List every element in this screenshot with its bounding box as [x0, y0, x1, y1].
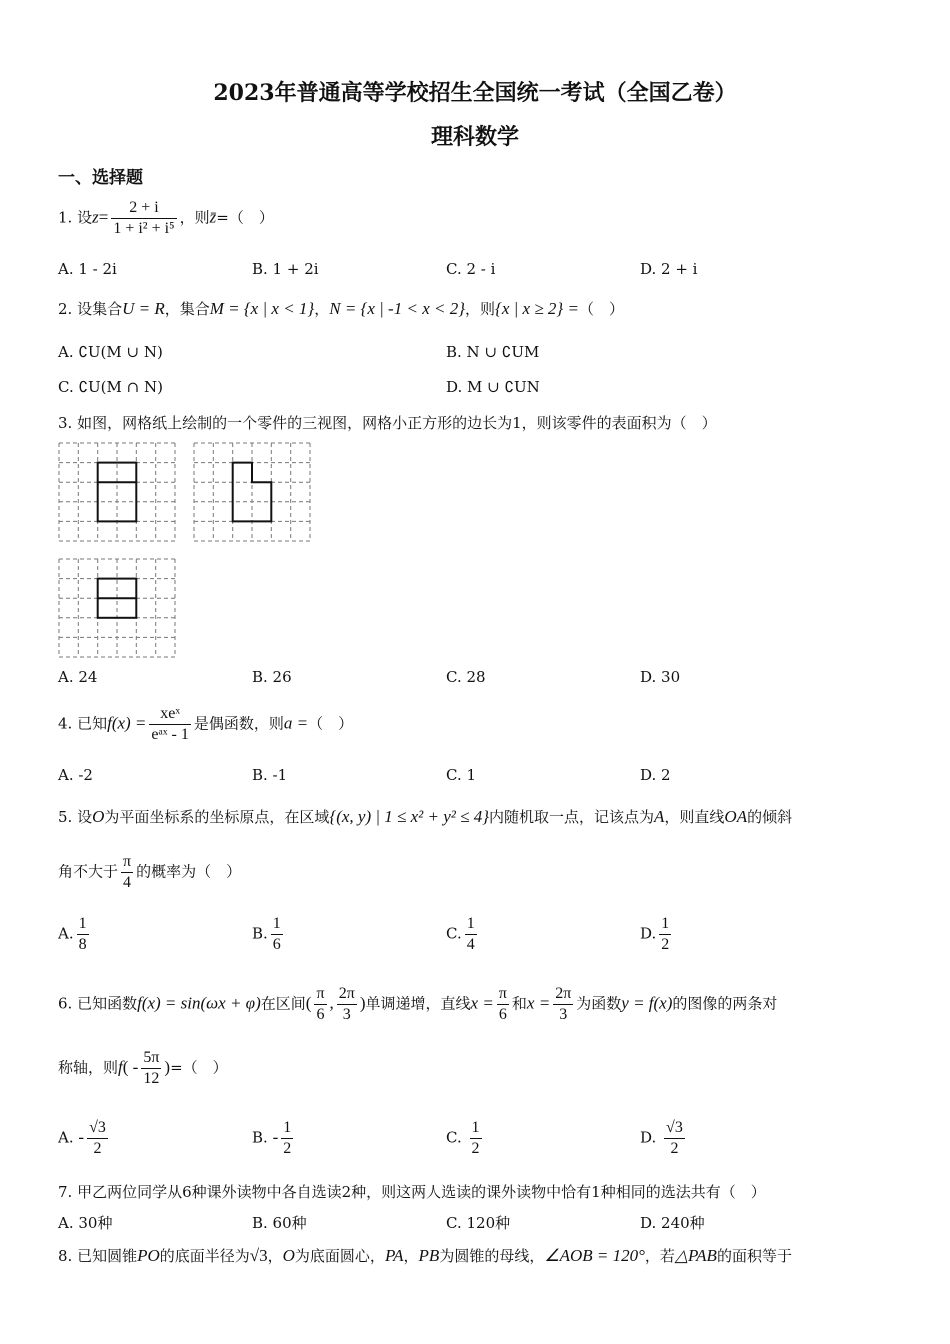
q3-option-b: B. 26 — [252, 668, 292, 686]
q2-option-d: D. M ∪ ∁UN — [446, 378, 540, 396]
q4-fraction: $\frac{\text{xeˣ}}{\text{eᵃˣ - 1}}$ — [151, 705, 189, 743]
q6-option-c: C. $\frac{1}{2}$ — [446, 1119, 480, 1157]
q7-option-d: D. 240种 — [640, 1214, 705, 1232]
side-view-figure — [193, 442, 311, 542]
q7-option-b: B. 60种 — [252, 1214, 307, 1232]
q1-option-d: D. 2 + i — [640, 260, 698, 278]
q4-option-c: C. 1 — [446, 766, 477, 784]
question-7: 7. 甲乙两位同学从6种课外读物中各自选读2种，则这两人选读的课外读物中恰有1种相同的选法共有（ ） — [58, 1183, 766, 1201]
question-3: 3. 如图，网格纸上绘制的一个零件的三视图，网格小正方形的边长为1，则该零件的表面积为（ ） — [58, 414, 717, 432]
q3-option-c: C. 28 — [446, 668, 486, 686]
q1-option-a: A. 1 - 2i — [58, 260, 117, 278]
q7-option-c: C. 120种 — [446, 1214, 511, 1232]
q6-option-b: B. - $\frac{1}{2}$ — [252, 1119, 292, 1157]
q1-fraction: $\frac{2 + i}{\text{1 + i² + i⁵}}$ — [113, 199, 175, 237]
question-6-line-1: 6. 已知函数f(x) = sin(ωx + φ)在区间( $\frac{\pi}{6}$ , $\frac{2\pi}{3}$ )单调递增，直线x = $\frac{\pi}{6}$ 和x = $\frac{2\pi}{3}$ 为函数y = f(x)的图像的两条对 — [58, 985, 778, 1023]
q1-option-b: B. 1 + 2i — [252, 260, 319, 278]
q3-option-a: A. 24 — [58, 668, 98, 686]
question-6-line-2: 称轴，则f( - $\frac{5\pi}{12}$ )=（ ） — [58, 1049, 228, 1087]
q6-option-a: A. - $\frac{√3}{2}$ — [58, 1119, 106, 1157]
q3-option-d: D. 30 — [640, 668, 681, 686]
q5-option-d: D. $\frac{1}{2}$ — [640, 915, 670, 953]
q7-option-a: A. 30种 — [58, 1214, 113, 1232]
exam-title: 2023年普通高等学校招生全国统一考试（全国乙卷） — [213, 80, 737, 106]
q2-option-c: C. ∁U(M ∩ N) — [58, 378, 163, 396]
q6-option-d: D. $\frac{√3}{2}$ — [640, 1119, 683, 1157]
front-view-figure — [58, 442, 176, 542]
q4-option-b: B. -1 — [252, 766, 288, 784]
exam-subtitle: 理科数学 — [430, 124, 519, 150]
question-5-line-2: 角不大于 $\frac{\pi}{4}$ 的概率为（ ） — [58, 853, 242, 891]
q2-option-a: A. ∁U(M ∪ N) — [58, 343, 163, 361]
q5-option-c: C. $\frac{1}{4}$ — [446, 915, 475, 953]
question-4: 4. 已知f(x) = $\frac{\text{xeˣ}}{\text{eᵃˣ - 1}}$ 是偶函数，则a =（ ） — [58, 705, 354, 743]
question-8: 8. 已知圆锥PO的底面半径为√3，O为底面圆心，PA，PB为圆锥的母线，∠AOB = 120°，若△PAB的面积等于 — [58, 1246, 792, 1265]
q4-option-d: D. 2 — [640, 766, 671, 784]
q5-option-b: B. $\frac{1}{6}$ — [252, 915, 281, 953]
q5-option-a: A. $\frac{1}{8}$ — [58, 915, 87, 953]
section-heading: 一、选择题 — [58, 168, 143, 188]
top-view-figure — [58, 558, 176, 658]
question-5-line-1: 5. 设O为平面坐标系的坐标原点，在区域{(x, y) | 1 ≤ x² + y² ≤ 4}内随机取一点，记该点为A，则直线OA的倾斜 — [58, 807, 793, 826]
question-1: 1. 设z= $\frac{2 + i}{\text{1 + i² + i⁵}}$ ，则z̄=（ ） — [58, 199, 274, 237]
q1-option-c: C. 2 - i — [446, 260, 496, 278]
q2-option-b: B. N ∪ ∁UM — [446, 343, 540, 361]
q4-option-a: A. -2 — [58, 766, 93, 784]
question-2: 2. 设集合U = R，集合M = {x | x < 1}，N = {x | -1 < x < 2}，则{x | x ≥ 2} =（ ） — [58, 299, 624, 318]
